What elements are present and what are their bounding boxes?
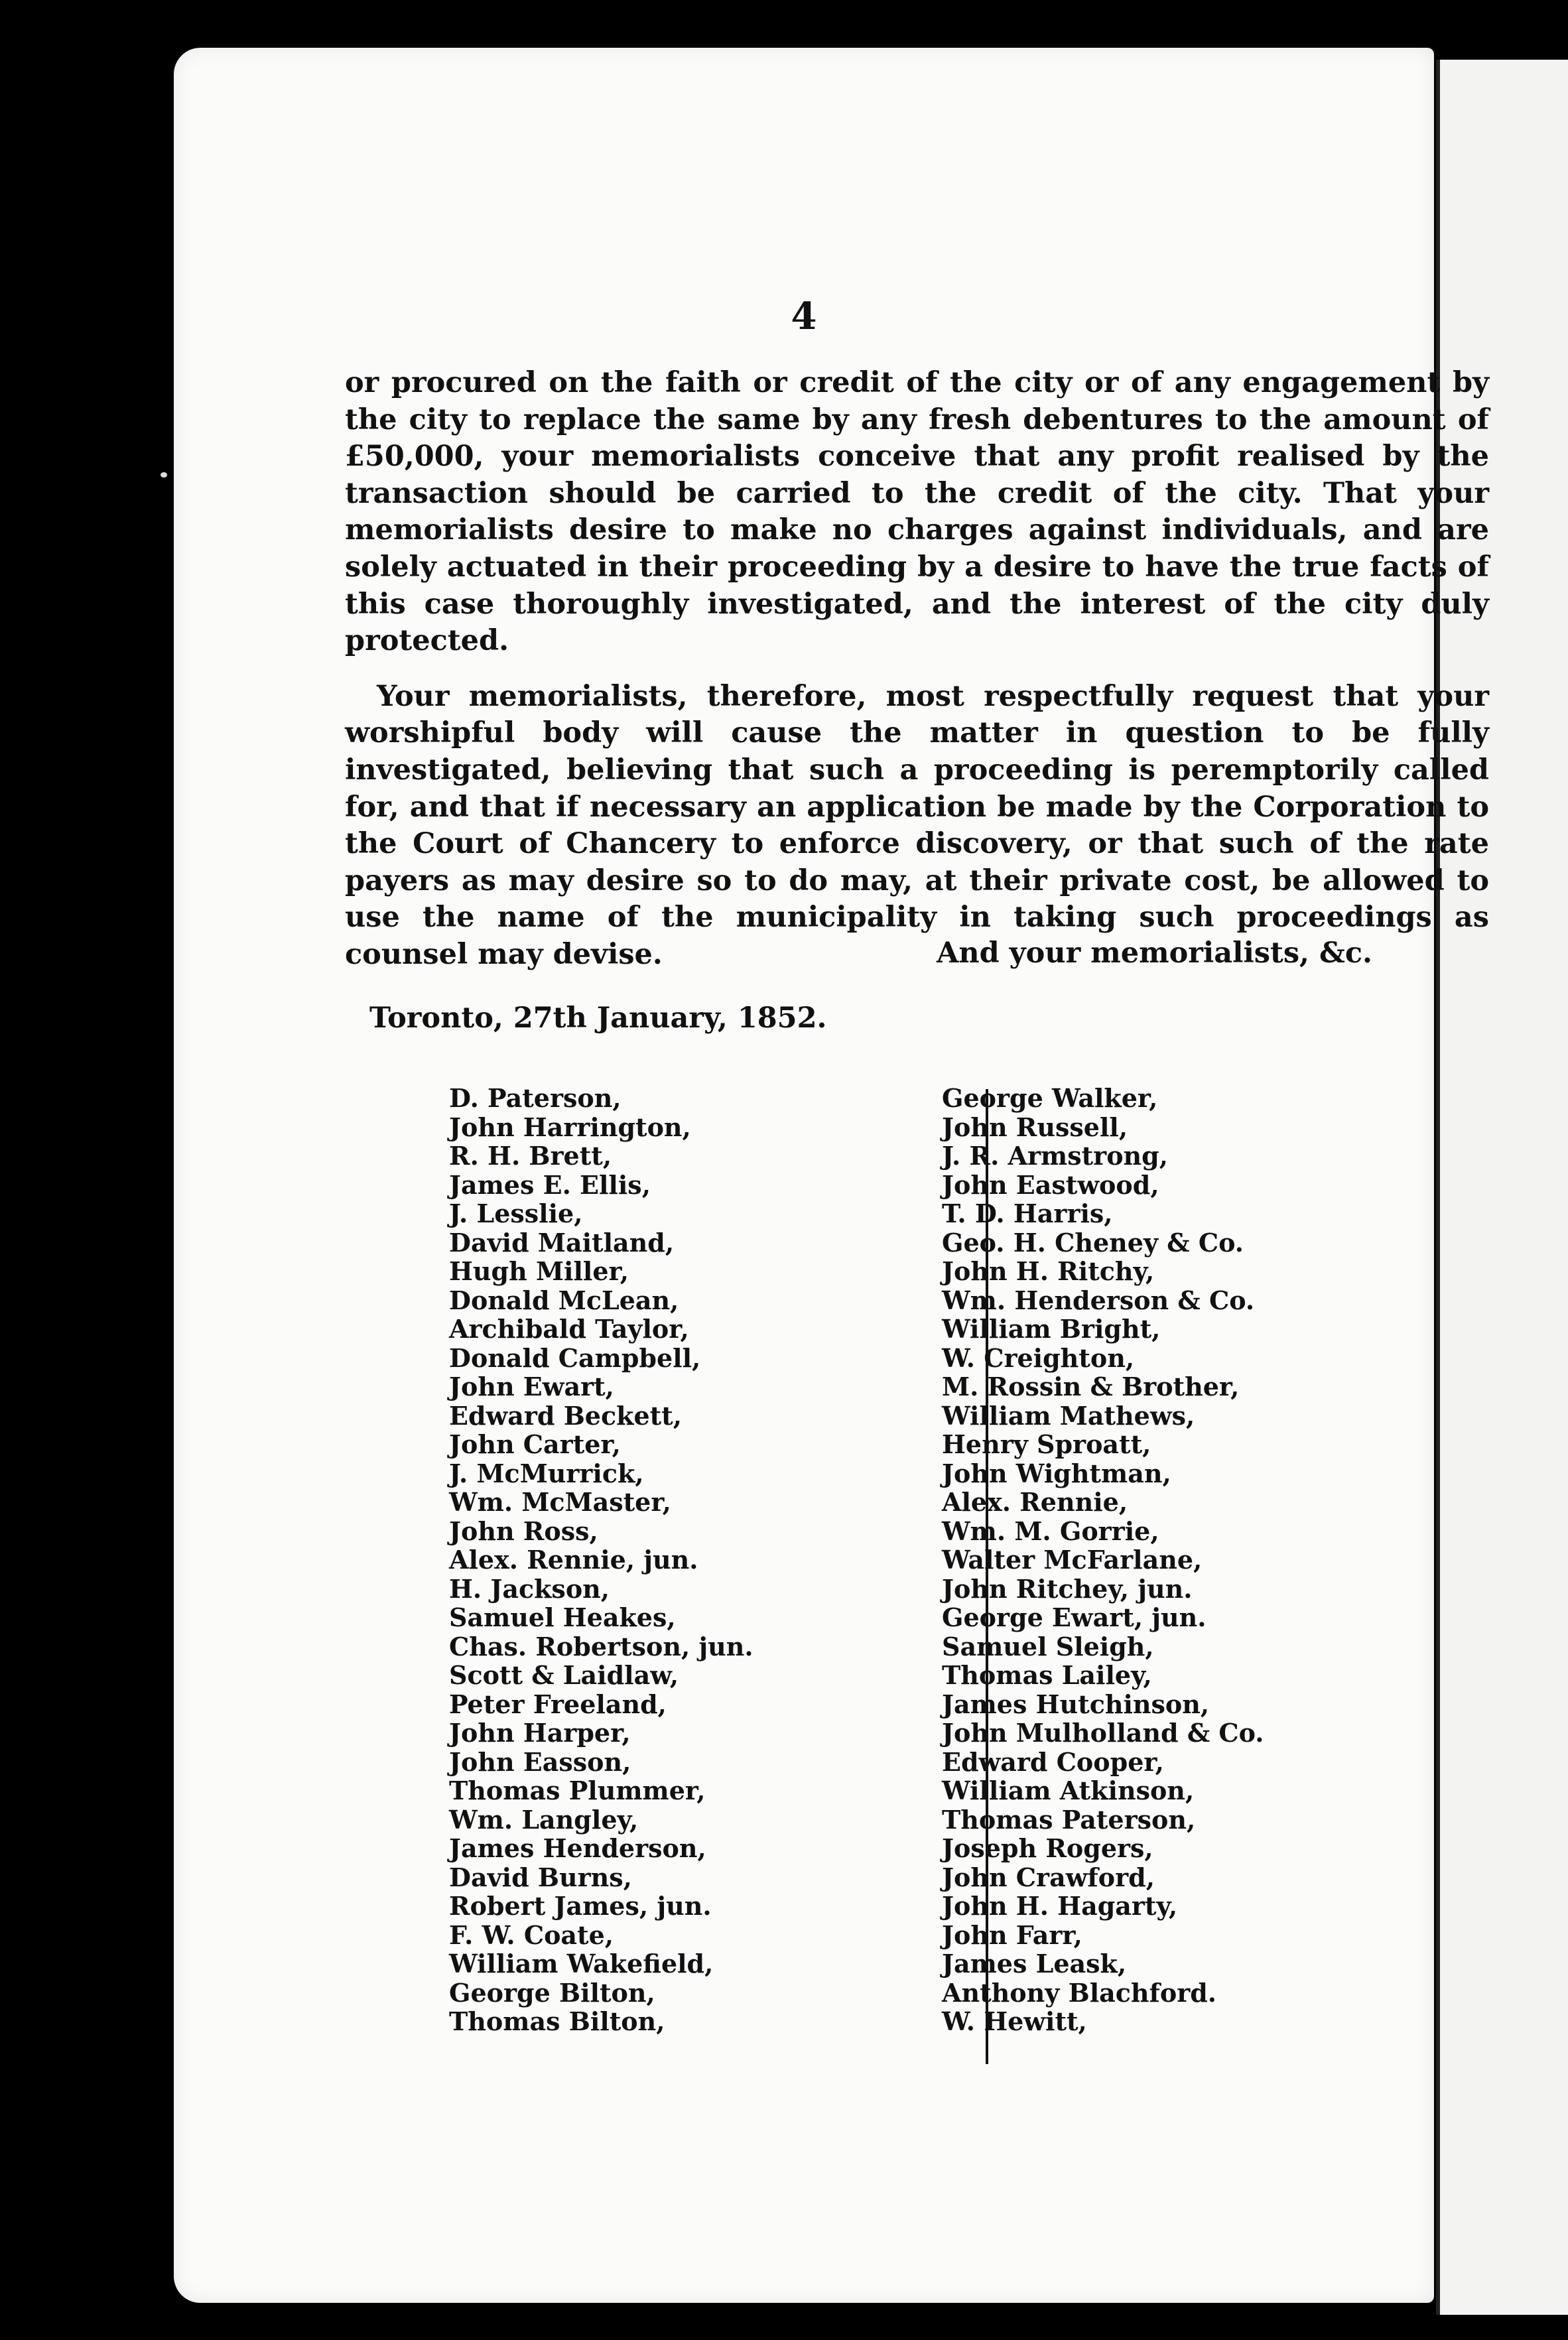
signatory-name: Donald McLean, <box>449 1285 679 1315</box>
signatory-name: M. Rossin & Brother, <box>942 1372 1240 1401</box>
signatory-name: R. H. Brett, <box>449 1141 612 1171</box>
signatory-name: John Carter, <box>449 1429 621 1459</box>
signatory-name: Wm. Henderson & Co. <box>942 1285 1255 1315</box>
signatory-name: Archibald Taylor, <box>449 1314 689 1344</box>
signatory-name: John Harper, <box>449 1718 631 1748</box>
signatory-name: John Russell, <box>942 1112 1128 1142</box>
signatory-name: Geo. H. Cheney & Co. <box>942 1227 1244 1258</box>
signatory-name: William Wakefield, <box>449 1949 714 1979</box>
signatory-name: T. D. Harris, <box>942 1199 1113 1228</box>
signatory-name: William Atkinson, <box>942 1776 1195 1805</box>
signatory-name: John Crawford, <box>942 1862 1155 1892</box>
signatory-name: George Bilton, <box>449 1977 655 2008</box>
signatory-name: W. Creighton, <box>942 1342 1135 1373</box>
signatory-name: Thomas Paterson, <box>942 1804 1196 1835</box>
signatory-name: Wm. Langley, <box>449 1804 639 1835</box>
signatory-name: Thomas Bilton, <box>449 2006 665 2036</box>
scan-speck <box>161 472 167 478</box>
signatory-name: John Ross, <box>449 1516 598 1546</box>
signatory-name: Robert James, jun. <box>449 1891 712 1921</box>
signatory-name: John Ritchey, jun. <box>942 1573 1193 1604</box>
signatory-name: Wm. M. Gorrie, <box>942 1516 1159 1546</box>
signatory-name: George Walker, <box>942 1083 1158 1113</box>
signatory-name: Henry Sproatt, <box>942 1429 1151 1459</box>
signatory-name: J. Lesslie, <box>449 1199 583 1228</box>
signatory-name: John Eastwood, <box>942 1169 1159 1200</box>
signatory-name: H. Jackson, <box>449 1573 610 1604</box>
signatory-name: D. Paterson, <box>449 1083 621 1113</box>
signatory-name: Edward Beckett, <box>449 1400 682 1431</box>
signatory-name: John Farr, <box>942 1919 1082 1950</box>
signatory-name: James Henderson, <box>449 1833 706 1863</box>
signatory-name: Wm. McMaster, <box>449 1487 671 1517</box>
signatory-name: William Mathews, <box>942 1400 1195 1431</box>
signatory-name: W. Hewitt, <box>942 2006 1087 2036</box>
signatory-name: F. W. Coate, <box>449 1919 614 1950</box>
signatory-name: John H. Hagarty, <box>942 1891 1178 1921</box>
signatory-name: Donald Campbell, <box>449 1342 701 1373</box>
signatory-name: Edward Cooper, <box>942 1746 1164 1777</box>
signatory-name: John Ewart, <box>449 1372 614 1401</box>
signatory-name: John Harrington, <box>449 1112 691 1142</box>
signatory-name: Samuel Sleigh, <box>942 1631 1154 1661</box>
signatory-name: Samuel Heakes, <box>449 1602 676 1632</box>
page-number: 4 <box>791 294 817 338</box>
signatory-name: Anthony Blachford. <box>942 1977 1217 2008</box>
signatory-name: James Leask, <box>942 1949 1127 1979</box>
signatory-name: John H. Ritchy, <box>942 1256 1155 1286</box>
signatory-name: Scott & Laidlaw, <box>449 1660 679 1690</box>
signatory-name: Hugh Miller, <box>449 1256 629 1286</box>
body-text <box>345 365 1489 974</box>
signatory-name: Thomas Lailey, <box>942 1660 1152 1690</box>
signatories-left-column <box>449 1084 753 2036</box>
signatory-name: Joseph Rogers, <box>942 1833 1153 1863</box>
signatory-name: John Mulholland & Co. <box>942 1718 1264 1748</box>
signatory-name: Alex. Rennie, <box>942 1487 1128 1517</box>
paragraph-1: or procured on the faith or credit of the city or of any engagement by the city to replace the same by any fresh debentures to the amount of £50,000, your memorialists conceive that any profit realised by the transaction should be carried to the credit of the city. That your memorialists desire to make no charges against individuals, and are solely actuated in their proceeding by a desire to have the true facts of this case thoroughly investigated, and the interest of the city duly protected. <box>345 366 1489 658</box>
signatory-name: George Ewart, jun. <box>942 1602 1207 1632</box>
closing-line: And your memorialists, &c. <box>937 937 1372 970</box>
signatory-name: Chas. Robertson, jun. <box>449 1631 753 1661</box>
dateline: Toronto, 27th January, 1852. <box>369 1002 827 1035</box>
paragraph-2: Your memorialists, therefore, most respectfully request that your worshipful body will cause the matter in question to be fully investigated, believing that such a proceeding is peremptorily called for, and that if necessary an application be made by the Corporation to the Court of Chancery to enforce discovery, or that such of the rate payers as may desire so to do may, at their private cost, be allowed to use the name of the municipality in taking such proceedings as counsel may devise. <box>345 679 1489 971</box>
signatory-name: Thomas Plummer, <box>449 1776 706 1805</box>
signatory-name: John Easson, <box>449 1746 631 1777</box>
signatory-name: J. R. Armstrong, <box>942 1141 1168 1171</box>
document-page <box>174 48 1489 2303</box>
signatory-name: Walter McFarlane, <box>942 1545 1203 1575</box>
signatory-name: J. McMurrick, <box>449 1458 644 1488</box>
signatory-name: Peter Freeland, <box>449 1689 667 1719</box>
signatory-name: James E. Ellis, <box>449 1169 651 1200</box>
signatories-right-column <box>942 1084 1264 2036</box>
signatory-name: David Burns, <box>449 1862 632 1892</box>
signatory-name: John Wightman, <box>942 1458 1171 1488</box>
signatory-name: David Maitland, <box>449 1227 675 1258</box>
signatory-name: James Hutchinson, <box>942 1689 1210 1719</box>
signatory-name: William Bright, <box>942 1314 1161 1344</box>
signatory-name: Alex. Rennie, jun. <box>449 1545 698 1575</box>
